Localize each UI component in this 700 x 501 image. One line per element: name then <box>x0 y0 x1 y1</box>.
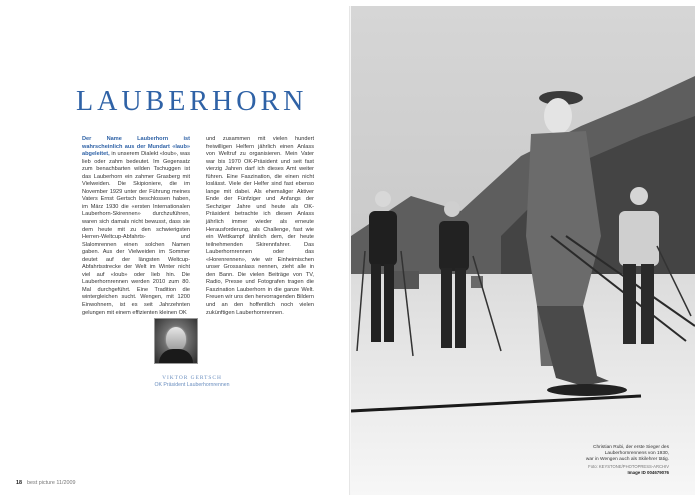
photo-caption <box>569 445 669 476</box>
lead-text: Der Name Lauberhorn ist wahrscheinlich aus der Mundart «laub» abgeleitet, <box>82 136 190 158</box>
caption-line-1: Christian Rubi, der erste Sieger des <box>593 445 669 450</box>
magazine-name: best <box>27 480 38 486</box>
author-portrait <box>154 318 198 364</box>
text-column-1 <box>82 136 190 317</box>
body-text-1: in unserem Dialekt «loub», was lieb oder zahm bedeutet. Im Gegensatz zum benachbarten wilden Tschuggen ist das Lauberhorn ein zahmer Grasberg mit Vielweiden. Die Skipioniere, die im November 1929 unter der Führung meines Vaters Ernst Gertsch beschlossen haben, im März 1930 die «ersten Internationalen Lauberhorn-Skirennen» durchzuführen, waren sich damals nicht bewusst, dass sie dem heute mit zu den schwierigsten Herren-Weltcup-Abfahrts- und Slalomrennen einen solchen Namen gaben. Aus der Vielweiden im Sommer deutet auf der längsten Weltcup-Abfahrtsstrecke der Welt im Winter nicht viel auf «loub» oder lieb hin. Die Lauberhornrennen werden 2010 zum 80. Mal durchgeführt. Eine Tradition die wintergleichen sucht. Wengen, mit 1200 Einwohnern, ist es seit Jahrzehnten gelungen mit einem effizienten kleinen OK <box>82 151 190 316</box>
author-block <box>122 375 262 388</box>
caption-source: Foto: KEYSTONE/PHOTOPRESS-ARCHIV <box>588 463 669 469</box>
page-number: 18 <box>16 480 22 486</box>
body-text-2: und zusammen mit vielen hundert freiwilligen Helfern jährlich einen Anlass von Weltruf zu organisieren. Mein Vater war bis 1970 OK-Präsident und seit fast vierzig Jahren darf ich dieses Amt weiter führen. Eine Faszination, die einen nicht loslässt. Viele der Helfer sind fast ebenso lange mit dabei. Als ehemaliger Aktiver Ende der Fünfziger und Anfangs der Sechziger Jahre und heute als OK-Präsident betrachte ich diesen Anlass jährlich immer wieder als erneute Herausforderung, als Challenge, fast wie ein Wettkampf ähnlich dem, der heute teilnehmenden Skirennfahrer. Das Lauberhornrennen oder das «Horenrennen», wie wir Einheimischen unser Grossanlass nennen, zieht alle in den Bann. Die vielen Beiträge von TV, Radio, Presse und Fotografen tragen die Faszination Lauberhorn in die ganze Welt. Freuen wir uns den hervorragenden Bildern und an den hoffentlich noch vielen zukünftigen Lauberhornrennen. <box>206 136 314 316</box>
historic-ski-photo <box>351 6 695 495</box>
author-role: OK Präsident Lauberhornrennen <box>154 382 230 388</box>
caption-line-2: Lauberhornrennens von 1930, <box>604 451 669 457</box>
portrait-jacket <box>159 349 193 363</box>
folio <box>16 480 75 486</box>
portrait-face <box>166 327 186 351</box>
text-column-2 <box>206 136 314 317</box>
author-name: VIKTOR GERTSCH <box>162 375 222 381</box>
ski-scene-illustration <box>351 6 695 495</box>
caption-line-3: war in Wengen auch als Skilehrer tätig. <box>585 457 669 463</box>
issue-label: picture 11/2009 <box>38 480 76 486</box>
caption-image-id: Image ID 004679076 <box>627 469 669 475</box>
article-title: LAUBERHORN <box>76 86 308 117</box>
